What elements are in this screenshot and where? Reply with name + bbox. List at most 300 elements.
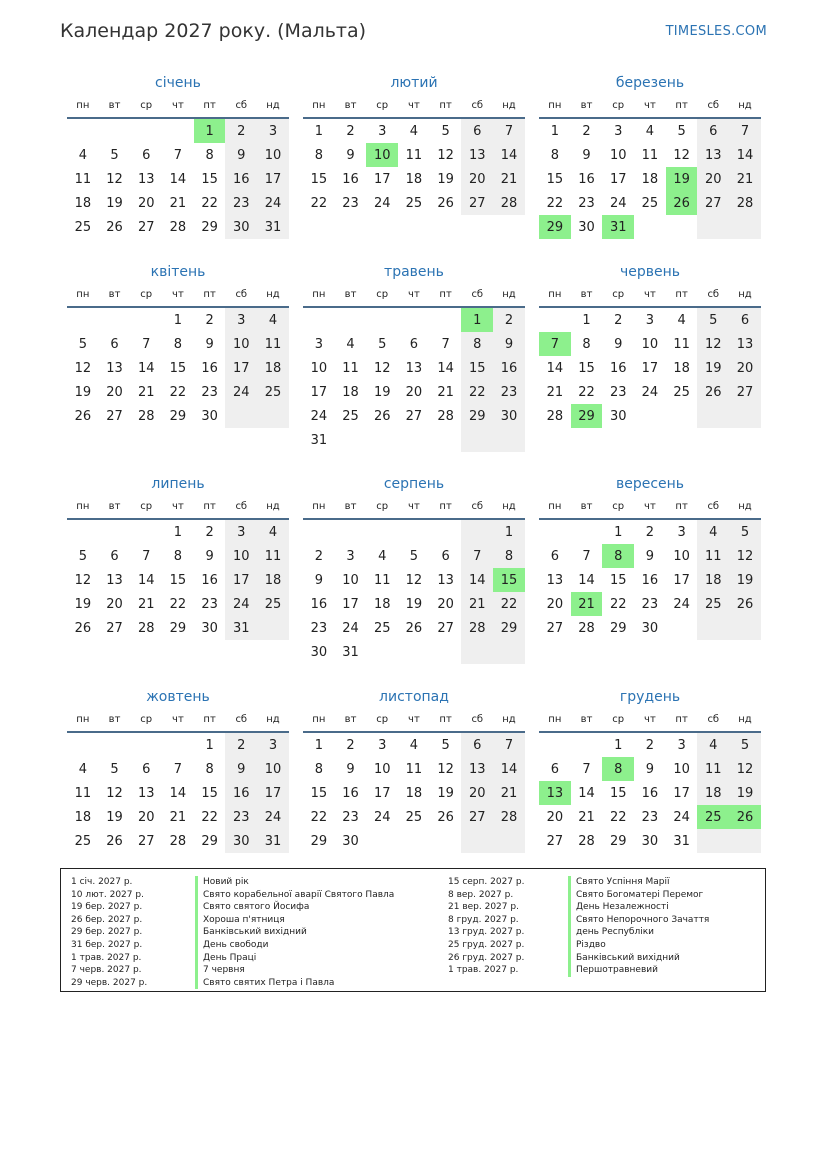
holiday-name: Свято Богоматері Перемог bbox=[568, 889, 703, 902]
day-cell: 3 bbox=[378, 123, 387, 139]
day-cell: 16 bbox=[641, 572, 659, 588]
holiday-date: 21 вер. 2027 р. bbox=[448, 902, 519, 913]
day-cell: 28 bbox=[493, 805, 525, 829]
month-name: лютий bbox=[390, 75, 438, 91]
day-cell: 15 bbox=[201, 171, 218, 187]
day-cell: 8 bbox=[550, 147, 559, 163]
weekday-label: пт bbox=[439, 500, 452, 512]
day-cell: 1 bbox=[614, 524, 623, 540]
holiday-date: 1 трав. 2027 р. bbox=[71, 952, 142, 963]
weekday-label: сб bbox=[707, 500, 720, 512]
day-cell: 29 bbox=[201, 833, 218, 849]
month-3 bbox=[539, 73, 761, 239]
weekday-header bbox=[303, 494, 525, 518]
holiday-day: 15 bbox=[493, 568, 525, 592]
day-cell: 11 bbox=[405, 761, 423, 777]
day-cell: 11 bbox=[673, 336, 690, 352]
empty-cell bbox=[666, 616, 698, 640]
weekday-label: пн bbox=[312, 288, 326, 300]
day-cell: 6 bbox=[550, 761, 559, 777]
weekday-label: пн bbox=[312, 500, 326, 512]
day-cell: 18 bbox=[74, 809, 92, 825]
day-cell: 11 bbox=[373, 572, 391, 588]
day-cell: 20 bbox=[729, 356, 761, 380]
day-cell: 28 bbox=[137, 408, 155, 424]
day-cell: 11 bbox=[697, 544, 729, 568]
weekday-label: нд bbox=[738, 500, 752, 512]
empty-cell bbox=[67, 119, 99, 143]
day-cell: 28 bbox=[169, 833, 187, 849]
day-cell: 22 bbox=[201, 195, 218, 211]
day-cell: 5 bbox=[78, 548, 87, 564]
day-cell: 28 bbox=[137, 620, 155, 636]
day-cell: 2 bbox=[614, 312, 623, 328]
weekday-header bbox=[67, 707, 289, 731]
empty-cell bbox=[257, 404, 289, 428]
day-cell: 22 bbox=[169, 384, 187, 400]
day-cell: 7 bbox=[441, 336, 450, 352]
day-cell: 21 bbox=[546, 384, 564, 400]
weekday-label: чт bbox=[408, 713, 420, 725]
day-cell: 3 bbox=[346, 548, 355, 564]
holiday-date: 7 черв. 2027 р. bbox=[71, 965, 142, 976]
day-cell: 10 bbox=[310, 360, 328, 376]
day-cell: 2 bbox=[582, 123, 591, 139]
empty-cell bbox=[335, 308, 367, 332]
day-cell: 7 bbox=[173, 761, 183, 777]
weekday-label: вт bbox=[580, 288, 593, 300]
holiday-name: Свято Непорочного Зачаття bbox=[568, 914, 709, 927]
day-grid bbox=[67, 119, 289, 239]
empty-cell bbox=[130, 308, 162, 332]
weekday-label: пн bbox=[76, 500, 90, 512]
day-cell: 1 bbox=[314, 737, 323, 753]
day-cell: 15 bbox=[201, 785, 218, 801]
month-1 bbox=[67, 73, 289, 239]
holiday-day: 19 bbox=[666, 167, 698, 191]
day-cell: 2 bbox=[493, 308, 525, 332]
holiday-day: 8 bbox=[602, 757, 634, 781]
day-cell: 19 bbox=[106, 809, 123, 825]
weekday-header bbox=[67, 494, 289, 518]
day-cell: 27 bbox=[697, 191, 729, 215]
weekday-label: вт bbox=[344, 288, 357, 300]
day-cell: 25 bbox=[641, 195, 659, 211]
day-cell: 25 bbox=[373, 620, 391, 636]
day-cell: 27 bbox=[405, 408, 423, 424]
day-cell: 25 bbox=[257, 592, 289, 616]
empty-cell bbox=[303, 308, 335, 332]
weekday-header bbox=[67, 282, 289, 306]
day-cell: 7 bbox=[142, 336, 151, 352]
day-cell: 14 bbox=[546, 360, 564, 376]
day-cell: 14 bbox=[137, 360, 155, 376]
empty-cell bbox=[257, 616, 289, 640]
weekday-label: вт bbox=[108, 99, 121, 111]
day-cell: 1 bbox=[205, 737, 214, 753]
holiday-name: Банківський вихідний bbox=[195, 926, 307, 939]
day-cell: 13 bbox=[546, 572, 564, 588]
day-cell: 8 bbox=[493, 544, 525, 568]
day-cell: 20 bbox=[546, 596, 564, 612]
weekday-label: ср bbox=[376, 713, 389, 725]
day-cell: 26 bbox=[405, 620, 423, 636]
holiday-date: 10 лют. 2027 р. bbox=[71, 889, 144, 900]
month-name: вересень bbox=[615, 476, 685, 492]
empty-cell bbox=[461, 428, 493, 452]
day-cell: 18 bbox=[697, 781, 729, 805]
holiday-date: 25 груд. 2027 р. bbox=[448, 939, 525, 950]
day-cell: 22 bbox=[461, 380, 493, 404]
empty-cell bbox=[697, 215, 729, 239]
day-cell: 24 bbox=[257, 191, 289, 215]
day-cell: 20 bbox=[546, 809, 564, 825]
day-cell: 26 bbox=[729, 592, 761, 616]
day-cell: 18 bbox=[405, 785, 423, 801]
day-cell: 16 bbox=[342, 785, 359, 801]
empty-cell bbox=[335, 520, 367, 544]
holiday-date: 29 бер. 2027 р. bbox=[71, 927, 143, 938]
day-cell: 5 bbox=[110, 147, 119, 163]
day-cell: 12 bbox=[437, 147, 454, 163]
day-cell: 20 bbox=[137, 195, 155, 211]
day-cell: 27 bbox=[137, 833, 155, 849]
empty-cell bbox=[99, 119, 131, 143]
day-cell: 26 bbox=[74, 408, 92, 424]
empty-cell bbox=[162, 733, 194, 757]
day-cell: 14 bbox=[137, 572, 155, 588]
day-cell: 24 bbox=[257, 805, 289, 829]
day-cell: 9 bbox=[614, 336, 623, 352]
holiday-day: 8 bbox=[602, 544, 634, 568]
day-cell: 16 bbox=[609, 360, 627, 376]
weekday-label: чт bbox=[172, 713, 184, 725]
day-cell: 15 bbox=[310, 171, 328, 187]
day-cell: 20 bbox=[106, 596, 123, 612]
day-cell: 13 bbox=[137, 171, 155, 187]
month-name: грудень bbox=[619, 689, 681, 705]
day-cell: 29 bbox=[169, 408, 187, 424]
day-cell: 20 bbox=[437, 596, 454, 612]
empty-cell bbox=[634, 404, 666, 428]
weekday-label: сб bbox=[235, 99, 248, 111]
weekday-label: пн bbox=[76, 99, 90, 111]
day-cell: 7 bbox=[142, 548, 151, 564]
day-cell: 9 bbox=[346, 147, 355, 163]
day-cell: 17 bbox=[257, 167, 289, 191]
day-cell: 4 bbox=[677, 312, 686, 328]
empty-cell bbox=[366, 520, 398, 544]
day-cell: 19 bbox=[697, 356, 729, 380]
day-cell: 28 bbox=[578, 620, 595, 636]
day-cell: 1 bbox=[493, 520, 525, 544]
day-grid bbox=[67, 520, 289, 640]
weekday-label: нд bbox=[502, 500, 516, 512]
weekday-label: чт bbox=[644, 288, 656, 300]
empty-cell bbox=[430, 640, 462, 664]
day-cell: 16 bbox=[578, 171, 595, 187]
empty-cell bbox=[67, 733, 99, 757]
holiday-date: 8 вер. 2027 р. bbox=[448, 889, 514, 900]
day-cell: 29 bbox=[169, 620, 187, 636]
empty-cell bbox=[130, 733, 162, 757]
weekday-label: ср bbox=[376, 500, 389, 512]
day-cell: 18 bbox=[373, 596, 391, 612]
holiday-name: 7 червня bbox=[195, 964, 245, 977]
day-cell: 30 bbox=[493, 404, 525, 428]
empty-cell bbox=[634, 215, 666, 239]
day-cell: 20 bbox=[461, 167, 493, 191]
day-cell: 24 bbox=[310, 408, 328, 424]
day-grid bbox=[303, 308, 525, 452]
weekday-label: пт bbox=[203, 99, 216, 111]
brand-link[interactable]: TIMESLES.COM bbox=[665, 24, 767, 39]
day-cell: 23 bbox=[225, 191, 257, 215]
day-cell: 24 bbox=[609, 195, 627, 211]
empty-cell bbox=[67, 308, 99, 332]
weekday-label: пт bbox=[203, 713, 216, 725]
day-cell: 31 bbox=[673, 833, 690, 849]
day-cell: 18 bbox=[257, 356, 289, 380]
holiday-name: День Праці bbox=[195, 952, 256, 965]
day-cell: 31 bbox=[310, 432, 328, 448]
day-cell: 30 bbox=[641, 833, 659, 849]
weekday-label: ср bbox=[376, 99, 389, 111]
day-cell: 2 bbox=[346, 123, 355, 139]
day-cell: 21 bbox=[169, 809, 187, 825]
empty-cell bbox=[430, 308, 462, 332]
day-cell: 14 bbox=[169, 171, 187, 187]
holiday-name: Свято Успіння Марії bbox=[568, 876, 669, 889]
empty-cell bbox=[130, 520, 162, 544]
day-cell: 23 bbox=[609, 384, 627, 400]
day-cell: 20 bbox=[697, 167, 729, 191]
day-cell: 12 bbox=[373, 360, 391, 376]
day-cell: 8 bbox=[314, 147, 323, 163]
holiday-name: День свободи bbox=[195, 939, 269, 952]
month-name: жовтень bbox=[146, 689, 210, 705]
day-cell: 30 bbox=[310, 644, 328, 660]
day-cell: 11 bbox=[74, 785, 92, 801]
weekday-label: нд bbox=[502, 713, 516, 725]
day-cell: 29 bbox=[461, 404, 493, 428]
day-cell: 4 bbox=[378, 548, 387, 564]
empty-cell bbox=[366, 308, 398, 332]
day-cell: 22 bbox=[310, 195, 328, 211]
day-cell: 12 bbox=[106, 171, 123, 187]
day-cell: 28 bbox=[546, 408, 564, 424]
day-cell: 15 bbox=[169, 572, 187, 588]
day-cell: 6 bbox=[110, 548, 119, 564]
day-cell: 2 bbox=[205, 524, 214, 540]
weekday-label: чт bbox=[408, 288, 420, 300]
weekday-label: пт bbox=[203, 500, 216, 512]
month-12 bbox=[539, 687, 761, 853]
day-cell: 23 bbox=[225, 805, 257, 829]
empty-cell bbox=[303, 520, 335, 544]
weekday-label: нд bbox=[266, 99, 280, 111]
weekday-header bbox=[67, 93, 289, 117]
day-cell: 16 bbox=[225, 167, 257, 191]
month-name: травень bbox=[384, 264, 444, 280]
day-cell: 3 bbox=[225, 308, 257, 332]
day-cell: 23 bbox=[310, 620, 328, 636]
day-cell: 10 bbox=[257, 757, 289, 781]
day-cell: 13 bbox=[137, 785, 155, 801]
day-cell: 9 bbox=[582, 147, 591, 163]
day-cell: 16 bbox=[201, 360, 218, 376]
day-cell: 11 bbox=[342, 360, 359, 376]
weekday-label: пн bbox=[312, 99, 326, 111]
empty-cell bbox=[571, 520, 603, 544]
weekday-label: вт bbox=[580, 99, 593, 111]
day-cell: 18 bbox=[257, 568, 289, 592]
day-cell: 6 bbox=[461, 733, 493, 757]
day-cell: 30 bbox=[609, 408, 627, 424]
weekday-label: чт bbox=[644, 500, 656, 512]
weekday-label: пн bbox=[548, 99, 562, 111]
day-cell: 8 bbox=[173, 336, 183, 352]
day-cell: 3 bbox=[225, 520, 257, 544]
day-cell: 8 bbox=[205, 147, 214, 163]
weekday-label: сб bbox=[235, 500, 248, 512]
weekday-label: нд bbox=[738, 99, 752, 111]
empty-cell bbox=[571, 733, 603, 757]
month-name: серпень bbox=[383, 476, 445, 492]
day-cell: 17 bbox=[641, 360, 659, 376]
day-cell: 27 bbox=[437, 620, 454, 636]
day-cell: 13 bbox=[106, 360, 123, 376]
empty-cell bbox=[99, 733, 131, 757]
empty-cell bbox=[99, 520, 131, 544]
day-cell: 23 bbox=[493, 380, 525, 404]
day-cell: 18 bbox=[342, 384, 359, 400]
day-cell: 14 bbox=[729, 143, 761, 167]
month-name: квітень bbox=[150, 264, 206, 280]
day-cell: 30 bbox=[201, 408, 218, 424]
day-cell: 7 bbox=[493, 119, 525, 143]
empty-cell bbox=[539, 733, 571, 757]
day-grid bbox=[539, 520, 761, 640]
day-cell: 22 bbox=[546, 195, 564, 211]
day-cell: 5 bbox=[697, 308, 729, 332]
empty-cell bbox=[130, 119, 162, 143]
empty-cell bbox=[366, 829, 398, 853]
day-cell: 1 bbox=[314, 123, 323, 139]
weekday-label: нд bbox=[502, 99, 516, 111]
day-cell: 15 bbox=[461, 356, 493, 380]
day-cell: 17 bbox=[673, 572, 690, 588]
holiday-day: 29 bbox=[539, 215, 571, 239]
day-grid bbox=[303, 119, 525, 215]
day-cell: 17 bbox=[225, 568, 257, 592]
day-cell: 27 bbox=[729, 380, 761, 404]
day-cell: 1 bbox=[173, 312, 183, 328]
day-cell: 24 bbox=[673, 809, 690, 825]
day-cell: 10 bbox=[673, 548, 690, 564]
day-cell: 18 bbox=[673, 360, 690, 376]
empty-cell bbox=[697, 829, 729, 853]
day-cell: 28 bbox=[578, 833, 595, 849]
month-name: січень bbox=[155, 75, 201, 91]
month-7 bbox=[67, 474, 289, 640]
weekday-label: пт bbox=[675, 99, 688, 111]
day-cell: 12 bbox=[729, 757, 761, 781]
day-cell: 4 bbox=[257, 520, 289, 544]
day-cell: 15 bbox=[609, 572, 627, 588]
day-cell: 26 bbox=[697, 380, 729, 404]
holiday-day: 29 bbox=[571, 404, 603, 428]
holiday-day: 26 bbox=[666, 191, 698, 215]
day-cell: 13 bbox=[437, 572, 454, 588]
month-5 bbox=[303, 262, 525, 452]
empty-cell bbox=[99, 308, 131, 332]
day-grid bbox=[303, 520, 525, 664]
weekday-label: нд bbox=[738, 288, 752, 300]
day-cell: 5 bbox=[110, 761, 119, 777]
day-cell: 30 bbox=[641, 620, 659, 636]
day-cell: 12 bbox=[697, 332, 729, 356]
day-cell: 24 bbox=[641, 384, 659, 400]
day-cell: 22 bbox=[493, 592, 525, 616]
holiday-name: день Республіки bbox=[568, 926, 654, 939]
day-cell: 14 bbox=[493, 143, 525, 167]
weekday-label: чт bbox=[644, 99, 656, 111]
day-cell: 3 bbox=[257, 733, 289, 757]
holiday-day: 10 bbox=[366, 143, 398, 167]
day-cell: 20 bbox=[137, 809, 155, 825]
weekday-label: чт bbox=[408, 500, 420, 512]
empty-cell bbox=[461, 520, 493, 544]
day-cell: 6 bbox=[110, 336, 119, 352]
day-cell: 21 bbox=[493, 167, 525, 191]
day-cell: 12 bbox=[673, 147, 690, 163]
day-cell: 27 bbox=[461, 191, 493, 215]
empty-cell bbox=[366, 428, 398, 452]
day-cell: 17 bbox=[373, 785, 391, 801]
day-cell: 1 bbox=[582, 312, 591, 328]
day-cell: 2 bbox=[225, 733, 257, 757]
day-cell: 23 bbox=[201, 384, 218, 400]
weekday-label: пт bbox=[203, 288, 216, 300]
holiday-date: 26 бер. 2027 р. bbox=[71, 914, 143, 925]
day-cell: 3 bbox=[314, 336, 323, 352]
weekday-label: вт bbox=[108, 500, 121, 512]
day-cell: 6 bbox=[461, 119, 493, 143]
month-name: липень bbox=[151, 476, 205, 492]
holiday-day: 21 bbox=[571, 592, 603, 616]
day-cell: 20 bbox=[405, 384, 423, 400]
day-cell: 19 bbox=[729, 568, 761, 592]
empty-cell bbox=[430, 428, 462, 452]
day-cell: 30 bbox=[201, 620, 218, 636]
day-cell: 7 bbox=[582, 761, 591, 777]
empty-cell bbox=[430, 520, 462, 544]
day-cell: 25 bbox=[697, 592, 729, 616]
weekday-label: пт bbox=[439, 288, 452, 300]
weekday-label: сб bbox=[707, 713, 720, 725]
empty-cell bbox=[729, 404, 761, 428]
day-cell: 2 bbox=[645, 737, 655, 753]
holiday-date: 1 січ. 2027 р. bbox=[71, 877, 133, 887]
day-cell: 4 bbox=[409, 123, 419, 139]
holiday-legend bbox=[60, 868, 766, 992]
day-cell: 10 bbox=[257, 143, 289, 167]
day-cell: 25 bbox=[673, 384, 690, 400]
holiday-name: Свято святих Петра і Павла bbox=[195, 977, 334, 990]
weekday-label: сб bbox=[471, 500, 484, 512]
day-cell: 27 bbox=[546, 833, 564, 849]
